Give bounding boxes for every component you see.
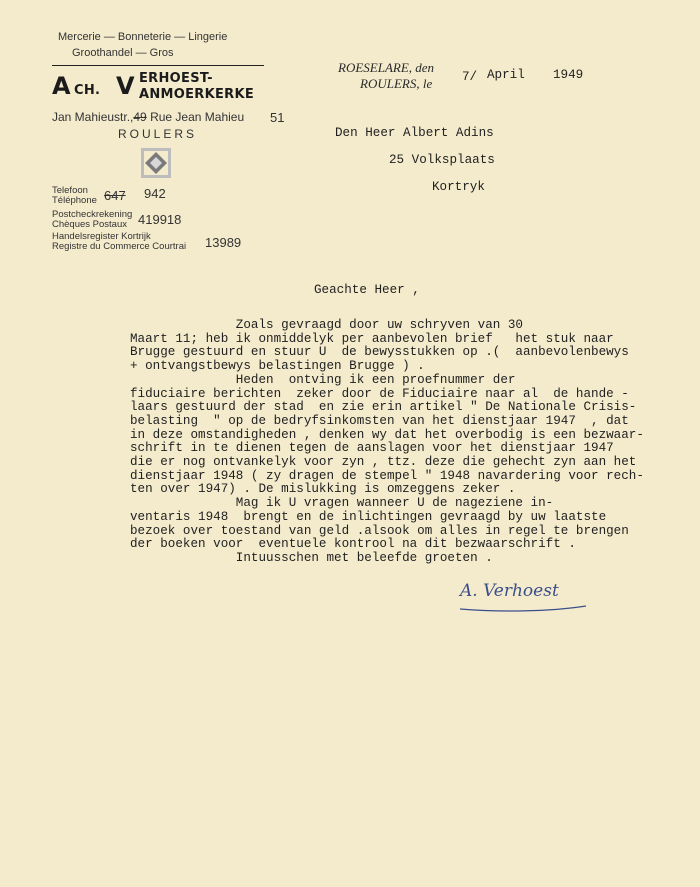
city-name: ROULERS (118, 127, 198, 141)
body-line: Zoals gevraagd door uw schryven van 30 (130, 318, 523, 332)
recipient-name: Den Heer Albert Adins (335, 126, 494, 140)
body-line: schrift in te dienen tegen de aanslagen voor het dienstjaar 1947 (130, 441, 614, 456)
register-label (52, 232, 186, 252)
phone-struck-value: 647 (104, 188, 126, 203)
body-line: ventaris 1948 brengt en de inlichtingen gevraagd by uw laatste (130, 509, 607, 524)
body-line: laars gestuurd der stad en zie erin artikel " De Nationale Crisis- (130, 400, 637, 415)
dateline-place-nl: ROESELARE, den (338, 60, 435, 75)
brand-ach: CH. (74, 83, 101, 98)
emblem-icon (141, 148, 171, 178)
body-line: Brugge gestuurd en stuur U de bewysstukken op .( aanbevolenbewys (130, 345, 629, 360)
brand-initial-v: V (116, 72, 135, 100)
wholesale-line: Groothandel — Gros (72, 47, 174, 59)
postcheck-label-fr: Chèques Postaux (52, 219, 127, 230)
postcheck-label (52, 210, 132, 230)
body-line: fiduciaire berichten zeker door de Fiduciaire naar al de hande - (130, 386, 629, 401)
dateline-month: April (487, 68, 525, 82)
body-line: ten over 1947) . De mislukking is omzeggens zeker . (130, 482, 516, 497)
body-line: belasting " op de bedryfsinkomsten van het dienstjaar 1947 , dat (130, 413, 629, 428)
postcheck-value: 419918 (138, 212, 182, 227)
recipient-city: Kortryk (432, 180, 485, 194)
body-line: bezoek over toestand van geld .alsook om alles in regel te brengen (130, 523, 629, 538)
letter-body (130, 318, 690, 578)
dateline-place-fr: ROULERS, le (360, 76, 433, 91)
body-line: Heden ontving ik een proefnummer der (130, 372, 516, 387)
body-line: der boeken voor eventuele kontrool na dit bezwaarschrift . (130, 537, 576, 552)
address-suffix: Rue Jean Mahieu (150, 110, 245, 124)
brand-verhoest: ERHOEST- (139, 71, 213, 86)
signature: A. Verhoest (460, 581, 559, 601)
register-label-fr: Registre du Commerce Courtrai (52, 241, 187, 252)
recipient-street: 25 Volksplaats (389, 153, 495, 167)
phone-value: 942 (144, 186, 166, 201)
body-line: Mag ik U vragen wanneer U de nagezienе in- (130, 496, 554, 511)
phone-label-nl: Telefoon (52, 185, 88, 196)
phone-label-fr: Téléphone (52, 195, 97, 206)
register-label-nl: Handelsregister Kortrijk (52, 231, 151, 242)
body-line: + ontvangstbewys belastingen Brugge ) . (130, 359, 425, 374)
body-line: Maart 11; heb ik onmiddelyk per aanbevolen brief het stuk naar (130, 331, 614, 346)
brand-initial-a: A (52, 72, 71, 100)
body-line: Intuusschen met beleefde groeten . (130, 550, 493, 565)
body-line: in deze omstandigheden , denken wy dat het overbodig is een bezwaar- (130, 427, 644, 442)
brand-vanmoerkerke: ANMOERKERKE (139, 87, 255, 102)
address-prefix: Jan Mahieustr., (52, 110, 134, 124)
address-number: 51 (270, 110, 285, 125)
signature-flourish (458, 600, 588, 610)
salutation: Geachte Heer , (314, 283, 420, 297)
register-value: 13989 (205, 235, 242, 250)
address-struck-number: 49 (133, 110, 147, 124)
logo-rule-top (52, 65, 264, 66)
phone-label (52, 186, 97, 206)
trades-line: Mercerie — Bonneterie — Lingerie (58, 31, 228, 43)
postcheck-label-nl: Postcheckrekening (52, 209, 133, 220)
body-line: dienstjaar 1948 ( zy dragen de stempel " 1948 navardering voor rech- (130, 468, 644, 483)
brand-logo (52, 70, 272, 104)
dateline-day: 7/ (462, 70, 478, 84)
body-line: die er nog ontvankelyk voor zyn , ttz. deze die gehecht zyn aan het (130, 455, 637, 469)
dateline-year: 1949 (553, 68, 584, 82)
address-line (52, 110, 244, 124)
